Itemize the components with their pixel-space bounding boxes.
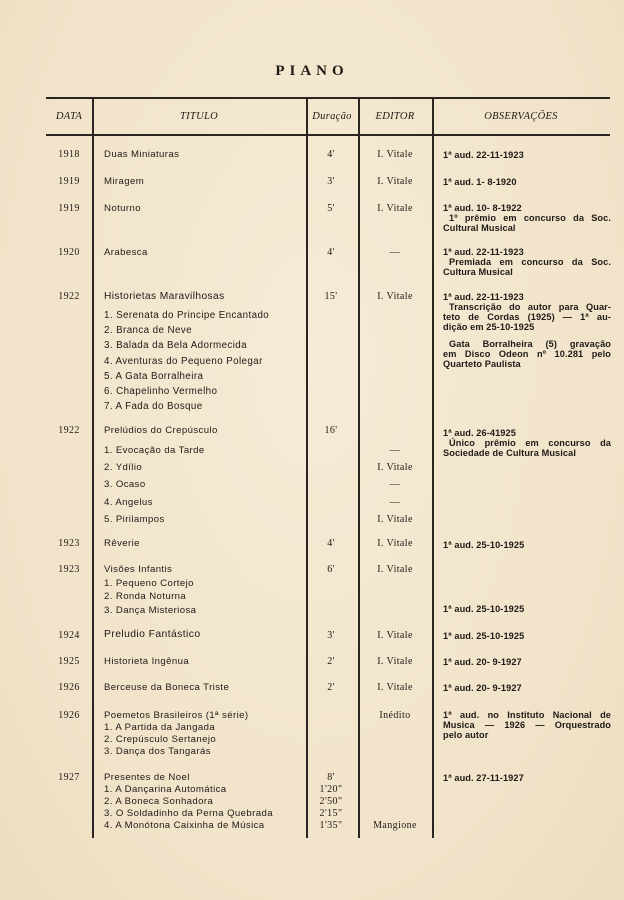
row-editor: I. Vitale [377, 176, 413, 187]
row-editor: — [389, 247, 401, 258]
sub-item: 2. Ronda Noturna [104, 591, 187, 603]
row-editor: Inédito [379, 710, 411, 721]
obs-line: 1ª aud. 26-41925 [443, 428, 516, 438]
row-date: 1925 [58, 656, 80, 667]
sub-item: 3. O Soldadinho da Perna Quebrada [104, 808, 273, 819]
row-title: Rêverie [104, 538, 140, 549]
row-date: 1926 [58, 682, 80, 693]
header-duration: Duração [312, 111, 352, 122]
row-duration: 3' [327, 630, 335, 641]
row-title: Arabesca [104, 247, 148, 258]
sub-items-list [104, 577, 304, 617]
column-divider [432, 97, 434, 838]
row-observations [443, 247, 611, 277]
obs-line: 1ª aud. 20- 9-1927 [443, 657, 522, 667]
obs-line: 1ª aud. 25-10-1925 [443, 631, 525, 641]
sub-item: 1. A Partida da Jangada [104, 722, 216, 733]
row-duration: 6' [327, 564, 335, 575]
row-observations [443, 604, 611, 614]
obs-line: Quarteto Paulista [443, 359, 521, 369]
sub-item: 4. A Monótona Caixinha de Música [104, 820, 265, 831]
obs-line: Sociedade de Cultura Musical [443, 448, 576, 458]
row-duration: 2' [327, 656, 335, 667]
sub-item-duration: 1'20" [319, 784, 343, 795]
row-observations [443, 683, 611, 693]
row-duration: 3' [327, 176, 335, 187]
row-editor: I. Vitale [377, 149, 413, 160]
row-editor: I. Vitale [377, 656, 413, 667]
obs-line: 1ª aud. 1- 8-1920 [443, 177, 517, 187]
row-observations [443, 773, 611, 783]
sub-item: 1. Serenata do Principe Encantado [104, 310, 270, 321]
sub-item: 5. A Gata Borralheira [104, 370, 204, 382]
row-observations [443, 631, 611, 641]
sub-item: 7. A Fada do Bosque [104, 401, 203, 413]
row-editor: I. Vitale [377, 682, 413, 693]
sub-item-editors [359, 442, 431, 528]
sub-item-editor: — [389, 445, 401, 456]
sub-item-duration: 1'35" [319, 820, 343, 831]
header-observations: OBSERVAÇÕES [484, 111, 558, 122]
sub-item: 2. A Boneca Sonhadora [104, 796, 214, 807]
row-date: 1926 [58, 710, 80, 721]
page-title: PIANO [275, 63, 349, 79]
row-observations [443, 150, 611, 160]
row-date: 1922 [58, 425, 80, 436]
row-observations [443, 540, 611, 550]
sub-item: 1. Pequeno Cortejo [104, 578, 194, 589]
sub-item-editor: — [389, 479, 401, 491]
sub-item: 2. Branca de Neve [104, 325, 192, 337]
row-duration: 16' [324, 425, 338, 436]
row-duration: 4' [327, 149, 335, 160]
obs-line: 1ª aud. 22-11-1923 [443, 150, 524, 160]
obs-line: Transcrição do autor para Quar- [449, 302, 611, 312]
row-observations [443, 203, 611, 233]
row-title: Presentes de Noel [104, 772, 190, 783]
row-title: Duas Miniaturas [104, 149, 180, 160]
header-title: TITULO [180, 111, 218, 122]
sub-item: 1. Evocação da Tarde [104, 445, 205, 456]
row-date: 1922 [58, 291, 80, 302]
row-editor: I. Vitale [377, 564, 413, 575]
row-date: 1919 [58, 203, 80, 214]
obs-line: 1ª aud. no Instituto Nacional de [443, 710, 611, 720]
obs-line: dição em 25-10-1925 [443, 322, 535, 332]
obs-line: pelo autor [443, 730, 489, 740]
obs-line: Cultura Musical [443, 267, 513, 277]
obs-line: Musica — 1926 — Orquestrado [443, 720, 611, 730]
sub-item: 3. Ocaso [104, 479, 146, 491]
header-date: DATA [55, 111, 83, 122]
sub-item: 2. Ydílio [104, 462, 143, 474]
obs-line: Premiada em concurso da Soc. [449, 257, 611, 267]
row-observations [443, 177, 611, 187]
sub-item-editor: I. Vitale [377, 462, 413, 474]
obs-line: 1ª aud. 25-10-1925 [443, 540, 525, 550]
sub-items-list [104, 308, 314, 414]
row-editor: I. Vitale [377, 630, 413, 641]
sub-item-duration: 2'50" [319, 796, 343, 807]
sub-items-list [104, 784, 314, 832]
sub-item-duration: 2'15" [319, 808, 343, 819]
obs-line: teto de Cordas (1925) — 1ª au- [443, 312, 611, 322]
row-date: 1918 [58, 149, 80, 160]
row-title: Noturno [104, 203, 141, 214]
header-bottom-rule [46, 134, 610, 136]
row-date: 1920 [58, 247, 80, 258]
sub-item: 2. Crepúsculo Sertanejo [104, 734, 217, 745]
sub-item: 3. Dança Misteriosa [104, 604, 197, 616]
sub-item-editor: — [389, 496, 401, 508]
row-title: Miragem [104, 176, 145, 187]
row-editor: I. Vitale [377, 538, 413, 549]
row-title: Historietas Maravilhosas [104, 291, 225, 302]
row-duration: 5' [327, 203, 335, 214]
row-date: 1924 [58, 630, 80, 641]
row-duration: 4' [327, 538, 335, 549]
row-duration: 15' [324, 291, 338, 302]
sub-items-list [104, 722, 304, 758]
obs-line: 1º prêmio em concurso da Soc. [449, 213, 611, 223]
obs-line: em Disco Odeon nº 10.281 pelo [443, 349, 611, 359]
sub-item-durations [308, 784, 354, 832]
row-title: Preludio Fantástico [104, 629, 201, 640]
sub-item: 4. Aventuras do Pequeno Polegar [104, 355, 263, 367]
row-duration: 2' [327, 682, 335, 693]
obs-line: 1ª aud. 20- 9-1927 [443, 683, 522, 693]
column-divider [92, 97, 94, 838]
sub-items-list [104, 442, 304, 528]
row-title: Visões Infantis [104, 564, 173, 575]
obs-line: 1ª aud. 22-11-1923 [443, 247, 524, 257]
row-date: 1923 [58, 538, 80, 549]
row-duration: 4' [327, 247, 335, 258]
row-duration: 8' [327, 772, 335, 783]
row-title: Poemetos Brasileiros (1ª série) [104, 710, 249, 721]
table-top-rule [46, 97, 610, 99]
row-date: 1919 [58, 176, 80, 187]
row-observations [443, 428, 611, 458]
obs-line: Único prêmio em concurso da [449, 438, 611, 448]
sub-item: 3. Balada da Bela Adormecida [104, 340, 248, 352]
obs-line: Gata Borralheira (5) gravação [449, 339, 611, 349]
obs-line: Cultural Musical [443, 223, 516, 233]
sub-item: 4. Angelus [104, 496, 153, 508]
obs-line: 1ª aud. 10- 8-1922 [443, 203, 522, 213]
row-observations [443, 710, 611, 740]
sub-item-editor: I. Vitale [377, 513, 413, 525]
obs-line: 1ª aud. 27-11-1927 [443, 773, 524, 783]
sub-item-editor: Mangione [373, 820, 417, 831]
row-editor: I. Vitale [377, 291, 413, 302]
sub-item: 3. Dança dos Tangarás [104, 746, 211, 757]
obs-line: 1ª aud. 25-10-1925 [443, 604, 525, 614]
row-observations [443, 657, 611, 667]
row-date: 1927 [58, 772, 80, 783]
row-editor: I. Vitale [377, 203, 413, 214]
header-editor: EDITOR [375, 111, 415, 122]
sub-item: 6. Chapelinho Vermelho [104, 386, 218, 398]
obs-line: 1ª aud. 22-11-1923 [443, 292, 524, 302]
works-table [46, 97, 610, 838]
sub-item: 1. A Dançarina Automática [104, 784, 227, 795]
row-observations [443, 292, 611, 369]
row-title: Prelúdios do Crepúsculo [104, 425, 218, 436]
row-title: Historieta Ingênua [104, 656, 190, 667]
sub-item: 5. Pirilampos [104, 513, 165, 525]
row-title: Berceuse da Boneca Triste [104, 682, 230, 693]
row-date: 1923 [58, 564, 80, 575]
